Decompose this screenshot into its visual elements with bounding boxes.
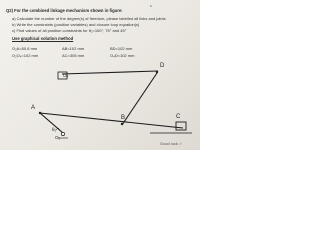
label-a: A bbox=[31, 105, 36, 111]
joint-d bbox=[156, 71, 158, 73]
label-d: D bbox=[160, 63, 165, 69]
dim-ab: AB=102 mm bbox=[62, 46, 85, 51]
question-part-c: c) Find values of all position constraints for θ₂=100°, 75° and 45° bbox=[12, 28, 127, 33]
label-theta: θ₂ bbox=[52, 127, 57, 132]
exam-page bbox=[0, 0, 200, 150]
link-ac bbox=[40, 113, 183, 128]
joint-a bbox=[39, 112, 41, 114]
dim-o4d: O₄D=102 mm bbox=[110, 53, 135, 58]
label-b: B bbox=[121, 115, 126, 121]
question-part-b: b) Write the constraints (position variables) and closure loop equation(s) bbox=[12, 22, 140, 27]
dim-bd: BD=102 mm bbox=[110, 46, 133, 51]
label-c: C bbox=[176, 114, 181, 120]
linkage-figure bbox=[0, 0, 200, 150]
dim-o2a: O₂A=50.8 mm bbox=[12, 46, 38, 51]
dim-o2o4: O₂O₄=102 mm bbox=[12, 53, 39, 58]
link-o4d bbox=[62, 71, 158, 74]
footer-note: Good luck ✓ bbox=[160, 141, 183, 146]
question-title: Q2) For the combined linkage mechanism shown in figure: bbox=[6, 8, 123, 13]
label-o2: O₂ bbox=[55, 135, 61, 140]
question-part-a: a) Calculate the number of the degree(s) of freedom, please labelled all links and joints bbox=[12, 16, 166, 21]
link-db bbox=[122, 73, 157, 125]
slider-block-c bbox=[176, 122, 186, 130]
o2-pivot bbox=[61, 132, 64, 135]
dim-ac: AC=305 mm bbox=[62, 53, 85, 58]
page-mark: ᴀ bbox=[150, 4, 152, 8]
section-heading: Use graphical solution method bbox=[12, 36, 74, 41]
label-o4: O₄ bbox=[63, 73, 69, 78]
joint-b bbox=[121, 123, 123, 125]
